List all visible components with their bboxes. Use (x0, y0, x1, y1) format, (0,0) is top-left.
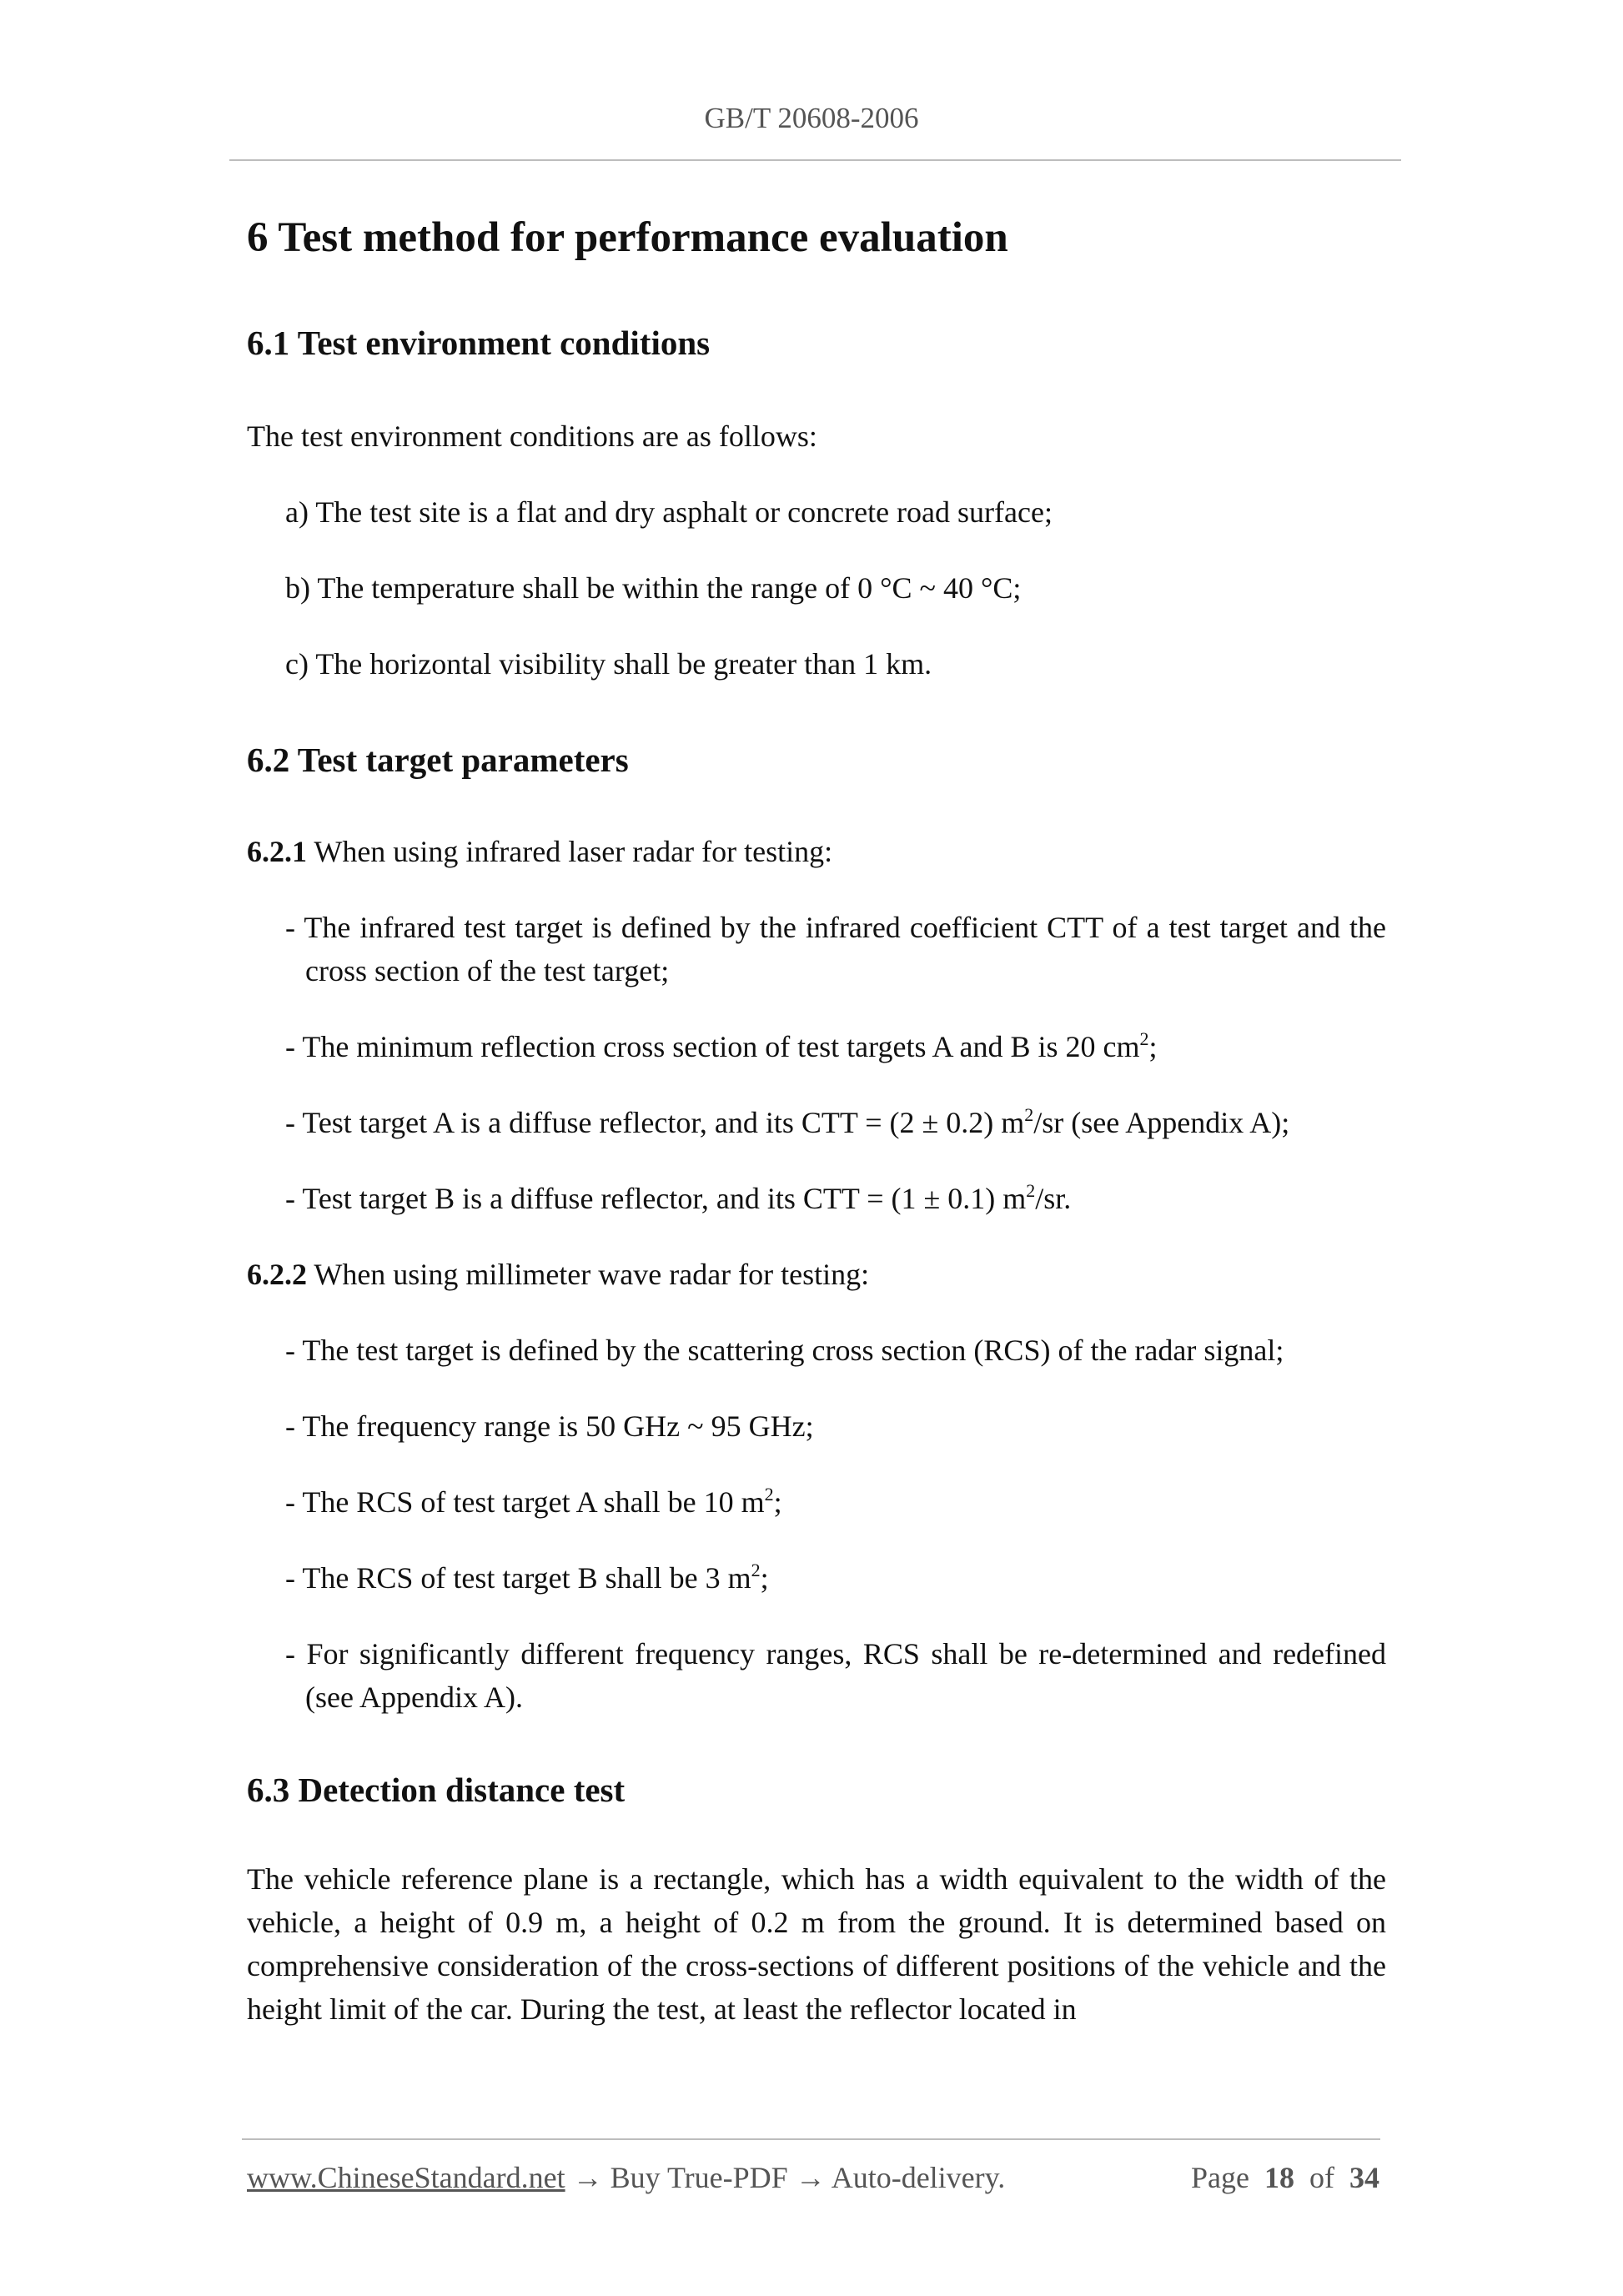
mmwave-item-4 (285, 1556, 1386, 1600)
item-text: - Test target A is a diffuse reflector, and its CTT = (2 ± 0.2) m (285, 1106, 1025, 1140)
delivery-text: Auto-delivery. (831, 2161, 1006, 2194)
infrared-item-2 (285, 1025, 1386, 1068)
section-6-2-heading: 6.2 Test target parameters (247, 741, 629, 779)
page-content (247, 200, 1386, 2031)
item-text-end: ; (1148, 1030, 1158, 1064)
infrared-item-1: - The infrared test target is defined by the infrared coefficient CTT of a test target and the cross section of the test target; (285, 911, 1386, 988)
item-text: - The minimum reflection cross section of test targets A and B is 20 cm (285, 1030, 1140, 1064)
superscript: 2 (1024, 1104, 1034, 1126)
list-item-b: b) The temperature shall be within the range of 0 °C ~ 40 °C; (285, 571, 1022, 605)
footer-divider (242, 2138, 1380, 2140)
section-6-1-intro: The test environment conditions are as follows: (247, 420, 817, 453)
item-text: - The RCS of test target B shall be 3 m (285, 1561, 751, 1595)
mmwave-item-2: - The frequency range is 50 GHz ~ 95 GHz; (285, 1409, 814, 1444)
current-page: 18 (1264, 2161, 1294, 2194)
buy-text: Buy True-PDF (610, 2161, 788, 2194)
footer-promo (247, 2160, 1005, 2195)
page-label: Page (1191, 2161, 1249, 2194)
page-counter (1191, 2160, 1379, 2195)
item-text: - Test target B is a diffuse reflector, and its CTT = (1 ± 0.1) m (285, 1182, 1027, 1216)
superscript: 2 (1139, 1028, 1149, 1050)
item-text-end: ; (773, 1485, 782, 1520)
list-item-a: a) The test site is a flat and dry asphalt or concrete road surface; (285, 495, 1053, 529)
section-6-3-heading: 6.3 Detection distance test (247, 1771, 626, 1810)
mmwave-item-3 (285, 1480, 1386, 1524)
clause-text: When using millimeter wave radar for testing: (307, 1258, 870, 1292)
superscript: 2 (751, 1560, 761, 1581)
header-divider (229, 159, 1401, 161)
website-link[interactable]: www.ChineseStandard.net (247, 2161, 565, 2194)
superscript: 2 (764, 1484, 774, 1505)
superscript: 2 (1026, 1180, 1036, 1202)
clause-text: When using infrared laser radar for testing: (307, 835, 833, 869)
of-label: of (1309, 2161, 1334, 2194)
item-text-end: /sr. (1035, 1182, 1072, 1216)
section-6-1-heading: 6.1 Test environment conditions (247, 323, 711, 362)
mmwave-item-5: - For significantly different frequency ranges, RCS shall be re-determined and redefined (see Appendix A). (285, 1637, 1386, 1715)
total-pages: 34 (1349, 2161, 1379, 2194)
section-6-heading: 6 Test method for performance evaluation (247, 214, 1008, 261)
item-text: - The RCS of test target A shall be 10 m (285, 1485, 765, 1520)
arrow-icon: → (787, 2161, 832, 2194)
item-text-end: /sr (see Appendix A); (1033, 1106, 1290, 1140)
clause-number: 6.2.2 (247, 1258, 307, 1292)
section-6-3-paragraph: The vehicle reference plane is a rectangle, which has a width equivalent to the width of the vehicle, a height of 0.9 m, a height of 0.2 m from the ground. It is determined based on comprehensive consideration of the cross-sections of different positions of the vehicle and the height limit of the car. During the test, at least the reflector located in (247, 1861, 1386, 2026)
infrared-item-3 (285, 1101, 1386, 1144)
mmwave-item-1: - The test target is defined by the scattering cross section (RCS) of the radar signal; (285, 1334, 1284, 1368)
item-text-end: ; (760, 1561, 769, 1595)
arrow-icon: → (565, 2161, 611, 2194)
infrared-item-4 (285, 1177, 1386, 1220)
list-item-c: c) The horizontal visibility shall be greater than 1 km. (285, 647, 932, 681)
clause-6-2-1 (247, 830, 1386, 873)
clause-number: 6.2.1 (247, 835, 307, 869)
running-header: GB/T 20608-2006 (704, 102, 919, 134)
clause-6-2-2 (247, 1253, 1386, 1296)
